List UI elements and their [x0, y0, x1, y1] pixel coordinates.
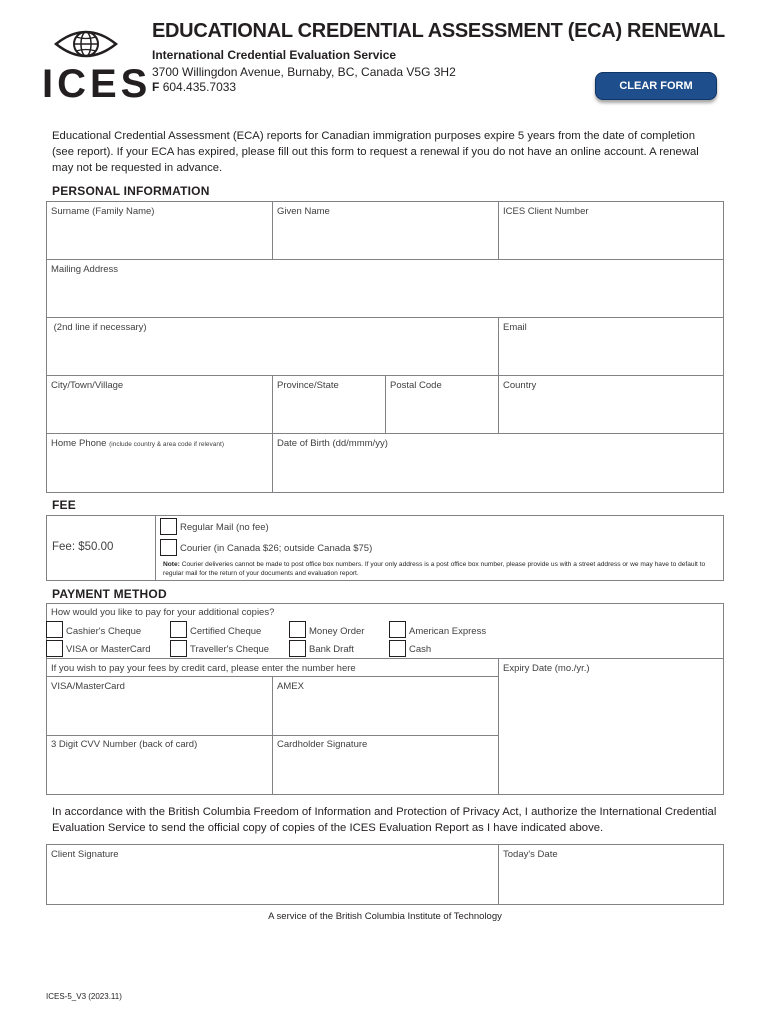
country-label: Country [503, 380, 537, 391]
mailing-address-label: Mailing Address [51, 264, 119, 275]
certified-cheque-checkbox[interactable] [170, 621, 187, 638]
certified-cheque-label: Certified Cheque [190, 626, 262, 637]
payment-title: PAYMENT METHOD [52, 587, 167, 601]
personal-info-grid [46, 201, 724, 493]
cvv-label: 3 Digit CVV Number (back of card) [51, 739, 198, 750]
org-name: International Credential Evaluation Service [152, 48, 397, 62]
client-number-label: ICES Client Number [503, 206, 589, 217]
city-label: City/Town/Village [51, 380, 124, 391]
cashiers-cheque-label: Cashier's Cheque [66, 626, 142, 637]
dob-label: Date of Birth (dd/mmm/yy) [277, 438, 388, 449]
surname-label: Surname (Family Name) [51, 206, 155, 217]
courier-checkbox[interactable] [160, 539, 177, 556]
regular-mail-checkbox[interactable] [160, 518, 177, 535]
form-version: ICES-5_V3 (2023.11) [46, 992, 122, 1001]
visa-mastercard-checkbox[interactable] [46, 640, 63, 657]
amex-label: AMEX [277, 681, 304, 692]
expiry-date-label: Expiry Date (mo./yr.) [503, 663, 590, 674]
visa-mc-label: VISA/MasterCard [51, 681, 125, 692]
note-text: Courier deliveries cannot be made to post office box numbers. If your only address is a post office box number, please provide us with a street address or we may have to default to regular mail for the return of your documents and evaluation report. [163, 561, 706, 577]
org-address: 3700 Willingdon Avenue, Burnaby, BC, Canada V5G 3H2 [152, 65, 456, 79]
service-footer: A service of the British Columbia Institute of Technology [268, 911, 502, 922]
courier-label: Courier (in Canada $26; outside Canada $75) [180, 543, 373, 554]
amex-number-field[interactable] [272, 676, 499, 736]
payment-question: How would you like to pay for your additional copies? [51, 607, 275, 618]
email-field[interactable] [498, 317, 724, 376]
credit-card-prompt: If you wish to pay your fees by credit card, please enter the number here [51, 663, 356, 674]
home-phone-note: (include country & area code if relevant) [109, 441, 224, 448]
cashiers-cheque-checkbox[interactable] [46, 621, 63, 638]
money-order-checkbox[interactable] [289, 621, 306, 638]
mailing-address-field[interactable] [46, 259, 724, 318]
cardholder-signature-label: Cardholder Signature [277, 739, 368, 750]
cash-checkbox[interactable] [389, 640, 406, 657]
authorization-text: In accordance with the British Columbia Freedom of Information and Protection of Privacy Act, I authorize the International Credential Evaluation Service to send the official copy of copies of the ICES Evaluation Report as I have indicated above. [52, 806, 717, 834]
fee-title: FEE [52, 498, 76, 512]
travellers-cheque-label: Traveller's Cheque [190, 644, 270, 655]
client-signature-label: Client Signature [51, 849, 119, 860]
org-fax [152, 80, 236, 94]
intro-text: Educational Credential Assessment (ECA) reports for Canadian immigration purposes expire 5 years from the date of completion (see report). If your ECA has expired, please fill out this form to request a renewal if you do not have an online account. A renewal may not be requested in advance. [52, 130, 699, 174]
note-label: Note: [163, 561, 180, 568]
fee-divider [155, 515, 156, 581]
personal-info-title: PERSONAL INFORMATION [52, 184, 210, 198]
american-express-checkbox[interactable] [389, 621, 406, 638]
bank-draft-checkbox[interactable] [289, 640, 306, 657]
travellers-cheque-checkbox[interactable] [170, 640, 187, 657]
money-order-label: Money Order [309, 626, 365, 637]
bank-draft-label: Bank Draft [309, 644, 354, 655]
ices-logo-text: ICES [42, 62, 152, 106]
email-label: Email [503, 322, 527, 333]
fax-label: F [152, 80, 160, 94]
todays-date-label: Today's Date [503, 849, 558, 860]
fee-amount: Fee: $50.00 [52, 541, 114, 553]
home-phone-label [51, 438, 224, 449]
home-phone-label-text: Home Phone [51, 438, 107, 449]
american-express-label: American Express [409, 626, 487, 637]
province-label: Province/State [277, 380, 339, 391]
expiry-date-field[interactable] [498, 658, 724, 795]
ices-logo-globe-icon [54, 24, 118, 64]
postal-code-label: Postal Code [390, 380, 442, 391]
fax-number: 604.435.7033 [162, 80, 237, 94]
address-line2-label: (2nd line if necessary) [51, 322, 147, 333]
courier-note [163, 560, 721, 578]
form-title: EDUCATIONAL CREDENTIAL ASSESSMENT (ECA) RENEWAL [152, 20, 725, 42]
clear-form-button[interactable]: CLEAR FORM [595, 72, 717, 100]
cash-label: Cash [409, 644, 432, 655]
regular-mail-label: Regular Mail (no fee) [180, 522, 269, 533]
visa-mastercard-label: VISA or MasterCard [66, 644, 151, 655]
given-name-label: Given Name [277, 206, 330, 217]
